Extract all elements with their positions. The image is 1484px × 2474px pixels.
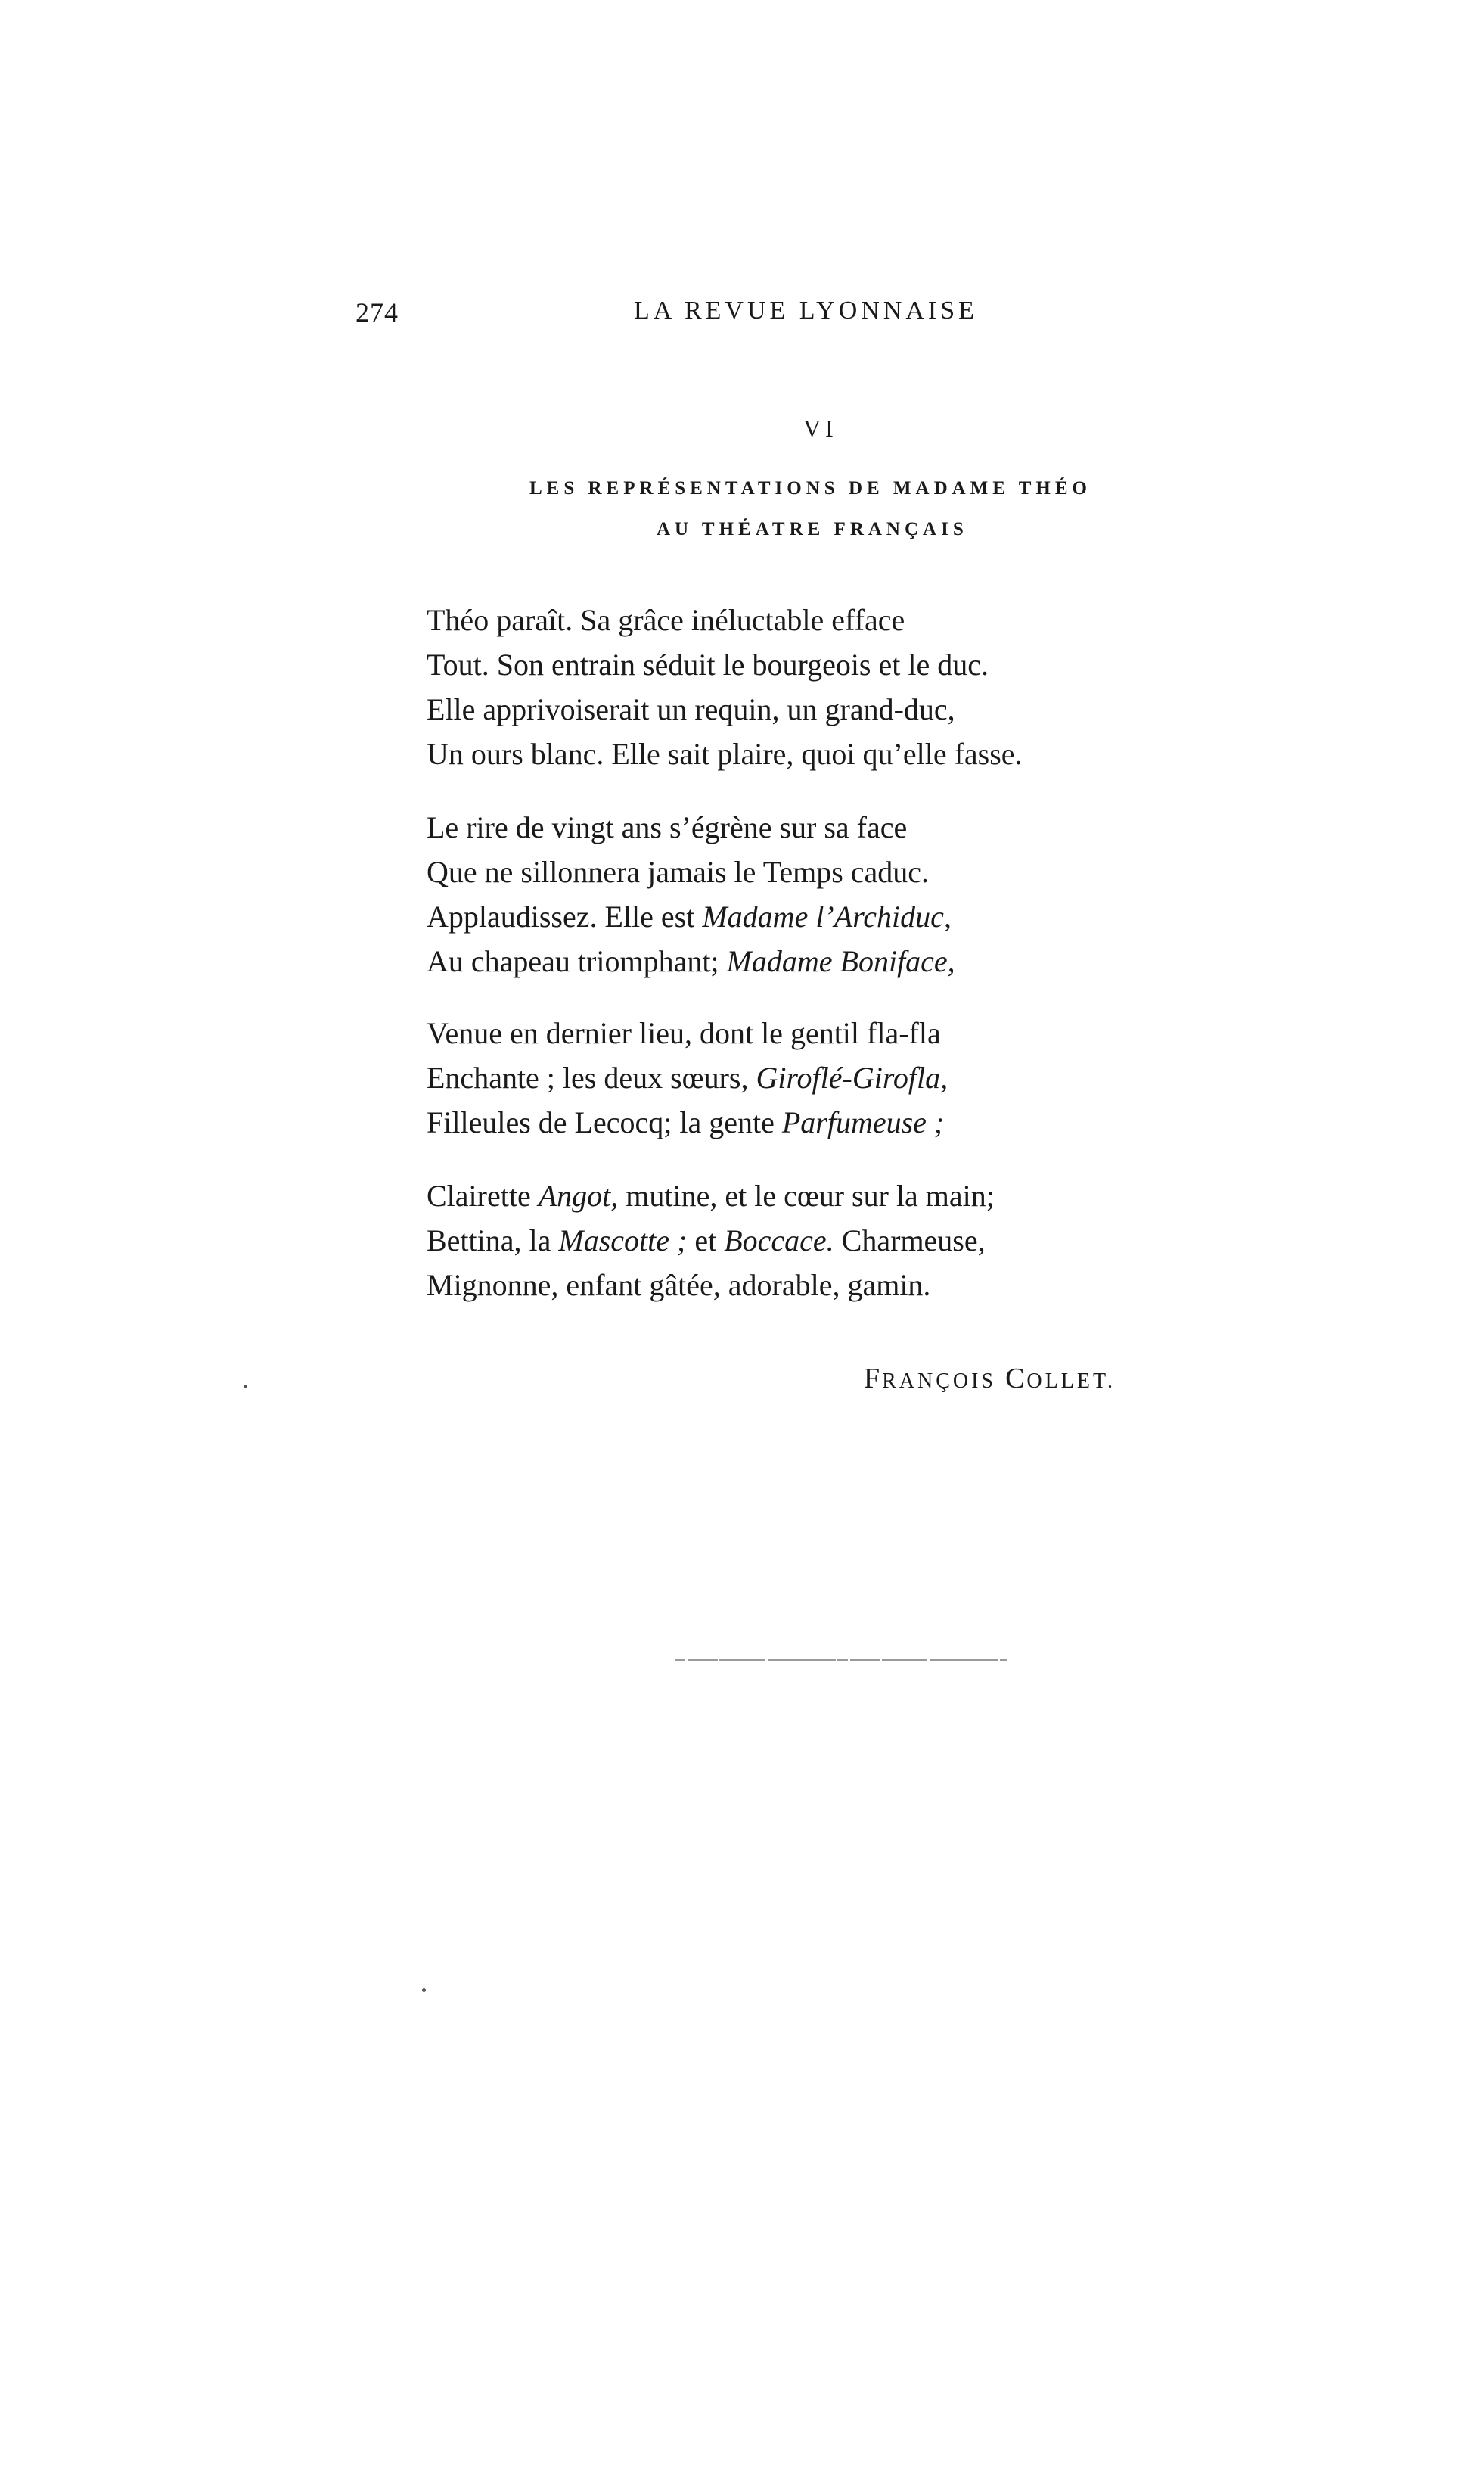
poem-title-line2: AU THÉATRE FRANÇAIS <box>657 519 968 539</box>
signature-initial: F <box>864 1363 883 1394</box>
verse-italic-title: Mascotte ; <box>558 1223 688 1257</box>
verse-line: Tout. Son entrain séduit le bourgeois et le duc. <box>427 648 989 682</box>
verse-italic-title: Parfumeuse ; <box>781 1105 945 1139</box>
verse-text: Charmeuse, <box>834 1223 986 1257</box>
verse-text: Au chapeau triomphant; <box>427 944 727 978</box>
signature-rest: RANÇOIS <box>882 1369 997 1393</box>
verse-italic-title: Boccace. <box>724 1223 834 1257</box>
verse-line <box>427 894 1183 939</box>
verse-text: et <box>687 1223 725 1257</box>
stanza-3 <box>427 1011 1183 1145</box>
verse-line: Elle apprivoiserait un requin, un grand-duc, <box>427 692 955 726</box>
verse-text: Filleules de Lecocq; la gente <box>427 1105 782 1139</box>
verse-text: mutine, et le cœur sur la main; <box>618 1179 995 1213</box>
verse-italic-title: Giroflé-Girofla, <box>756 1061 948 1095</box>
verse-text: Clairette <box>427 1179 539 1213</box>
stanza-2 <box>427 805 1183 984</box>
verse-line <box>427 1055 1183 1100</box>
verse-italic-title: Madame l’Archiduc, <box>702 900 952 934</box>
signature-initial: C <box>1005 1363 1027 1394</box>
verse-line <box>427 1100 1183 1145</box>
author-signature <box>864 1362 1116 1395</box>
verse-text: Bettina, la <box>427 1223 559 1257</box>
verse-line: Un ours blanc. Elle sait plaire, quoi qu’elle fasse. <box>427 737 1023 771</box>
stanza-4 <box>427 1173 1183 1307</box>
verse-line <box>427 939 1183 984</box>
verse-line: Le rire de vingt ans s’égrène sur sa face <box>427 810 908 844</box>
verse-italic-title: Madame Boniface, <box>726 944 955 978</box>
signature-rest: OLLET. <box>1026 1369 1116 1393</box>
closing-rule <box>675 1658 1007 1661</box>
verse-line: Que ne sillonnera jamais le Temps caduc. <box>427 855 930 889</box>
verse-text: Applaudissez. Elle est <box>427 900 703 934</box>
stanza-1 <box>427 598 1183 776</box>
journal-title: LA REVUE LYONNAISE <box>634 297 978 325</box>
page-number: 274 <box>355 297 399 328</box>
poem-title-line1: LES REPRÉSENTATIONS DE MADAME THÉO <box>529 478 1091 499</box>
verse-text: Enchante ; les deux sœurs, <box>427 1061 756 1095</box>
poem-body <box>427 598 1183 1336</box>
verse-line: Venue en dernier lieu, dont le gentil fla-fla <box>427 1016 941 1050</box>
verse-line <box>427 1173 1183 1218</box>
running-head <box>0 297 1484 333</box>
section-number: VI <box>803 415 838 442</box>
closing-rule-line <box>675 1658 1007 1661</box>
print-speck <box>244 1385 247 1388</box>
verse-line: Théo paraît. Sa grâce inéluctable efface <box>427 603 905 637</box>
verse-italic-title: Angot, <box>538 1179 619 1213</box>
verse-line: Mignonne, enfant gâtée, adorable, gamin. <box>427 1268 931 1302</box>
print-speck <box>422 1988 426 1992</box>
verse-line <box>427 1218 1183 1263</box>
